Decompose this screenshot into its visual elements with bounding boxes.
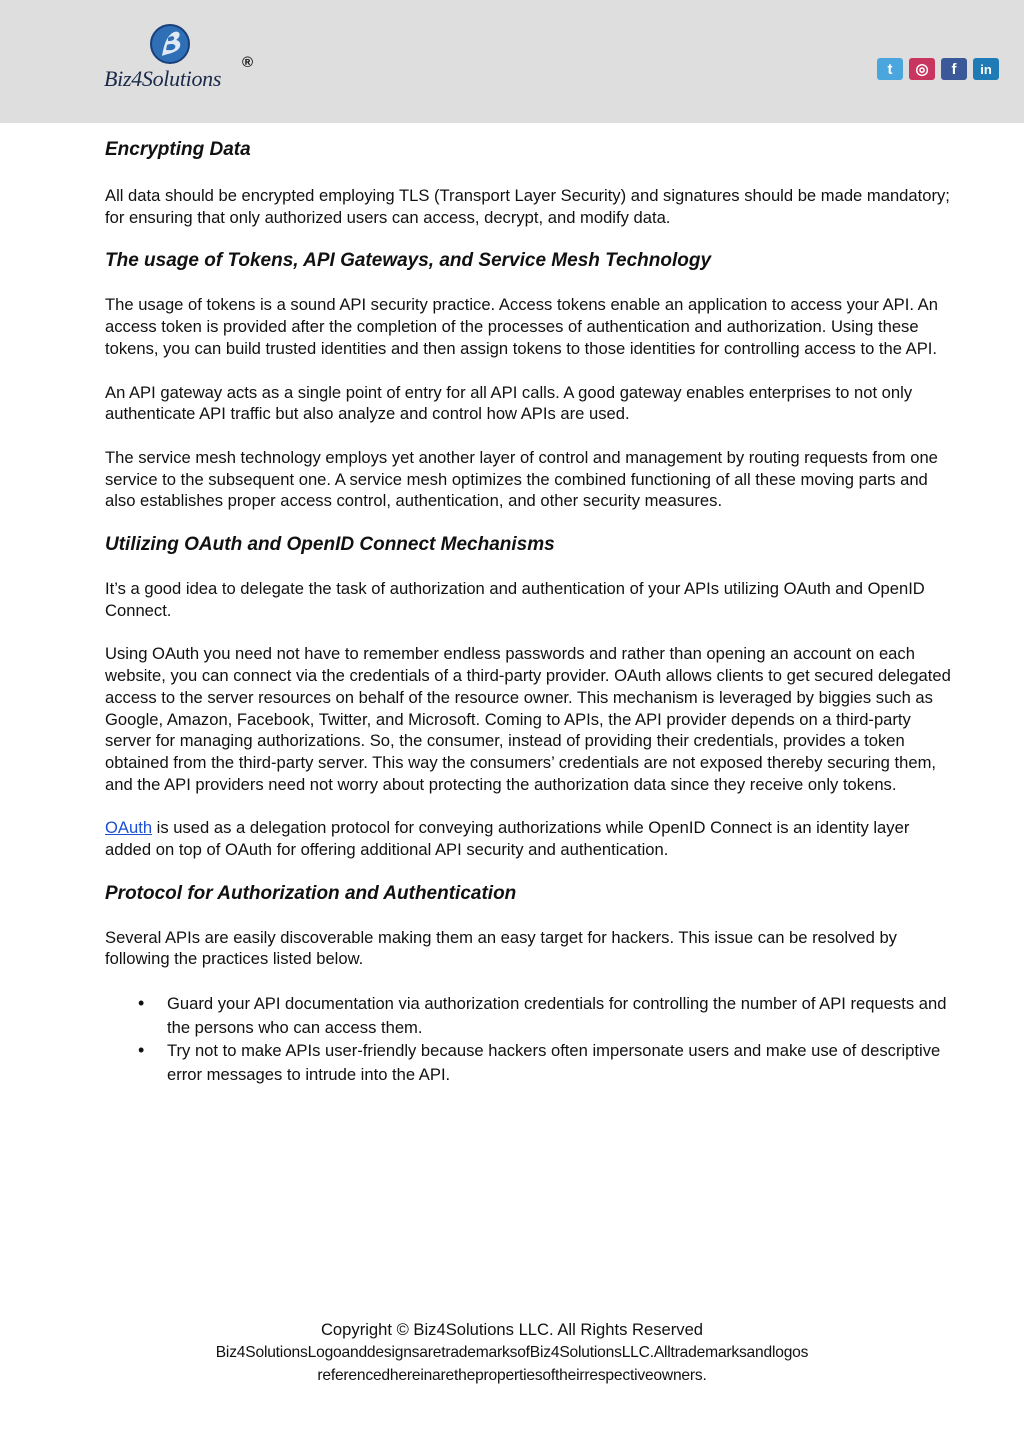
heading-protocol-authorization: Protocol for Authorization and Authentication — [105, 882, 517, 904]
copyright-line: Copyright © Biz4Solutions LLC. All Rights Reserved — [320, 1320, 704, 1339]
oauth-link[interactable]: OAuth — [105, 818, 153, 838]
paragraph — [105, 817, 955, 860]
paragraph: An API gateway acts as a single point of entry for all API calls. A good gateway enables enterprises to not only authenticate API traffic but also analyze and control how APIs are used. — [105, 382, 913, 424]
practices-list — [105, 992, 955, 1086]
list-item: • Guard your API documentation via authorization credentials for controlling the number of API requests and the persons who can access them. — [105, 992, 955, 1039]
registered-mark: ® — [242, 54, 254, 71]
document-body — [105, 137, 955, 1086]
instagram-icon[interactable]: ◎ — [909, 58, 935, 80]
heading-oauth-openid: Utilizing OAuth and OpenID Connect Mechanisms — [105, 534, 555, 556]
social-links — [877, 58, 999, 80]
page-header — [0, 0, 1024, 123]
biz4solutions-logo[interactable] — [104, 22, 264, 92]
paragraph: Several APIs are easily discoverable making them an easy target for hackers. This issue can be resolved by following the practices listed below. — [105, 927, 897, 969]
paragraph-text: is used as a delegation protocol for conveying authorizations while OpenID Connect is an identity layer added on top of OAuth for offering additional API security and authentication. — [105, 818, 910, 860]
paragraph: The service mesh technology employs yet another layer of control and management by routing requests from one service to the subsequent one. A service mesh optimizes the combined functioning of all these moving parts and also establishes proper access control, authentication, and other security measures. — [105, 447, 938, 511]
trademark-line: Biz4SolutionsLogoanddesignsaretrademarksofBiz4SolutionsLLC.Alltrademarksandlogos — [215, 1344, 809, 1361]
heading-tokens-gateways-mesh: The usage of Tokens, API Gateways, and Service Mesh Technology — [105, 250, 712, 272]
paragraph: The usage of tokens is a sound API security practice. Access tokens enable an application to access your API. An access token is provided after the completion of the processes of authentication and authorization. Using these tokens, you can build trusted identities and then assign tokens to those identities for controlling access to the API. — [105, 295, 938, 358]
trademark-line-2: referencedhereinarethepropertiesoftheirrespectiveowners. — [317, 1367, 707, 1384]
twitter-icon[interactable]: t — [877, 58, 903, 80]
heading-encrypting-data: Encrypting Data — [105, 139, 251, 160]
paragraph: All data should be encrypted employing TLS (Transport Layer Security) and signatures should be made mandatory; for ensuring that only authorized users can access, decrypt, and modify data. — [105, 186, 950, 227]
logo-wordmark: Biz4Solutions — [104, 66, 222, 91]
facebook-icon[interactable]: f — [941, 58, 967, 80]
logo-b-emblem-icon — [148, 22, 192, 66]
list-item: • Try not to make APIs user-friendly because hackers often impersonate users and make use of descriptive error messages to intrude into the API. — [105, 1039, 955, 1086]
page-footer — [0, 1318, 1024, 1387]
paragraph: It’s a good idea to delegate the task of authorization and authentication of your APIs utilizing OAuth and OpenID Connect. — [105, 579, 925, 620]
paragraph: Using OAuth you need not have to remember endless passwords and rather than opening an account on each website, you can connect via the credentials of a third-party provider. OAuth allows clients to get secured delegated access to the server resources on behalf of the resource owner. This mechanism is leveraged by biggies such as Google, Amazon, Facebook, Twitter, and Microsoft. Coming to APIs, the API provider depends on a third-party server for managing authorizations. So, the consumer, instead of providing their credentials, provides a token obtained from the third-party server. This way the consumers’ credentials are not exposed thereby securing them, and the API providers need not worry about protecting the authorization data since they receive only tokens. — [105, 644, 951, 794]
linkedin-icon[interactable]: in — [973, 58, 999, 80]
